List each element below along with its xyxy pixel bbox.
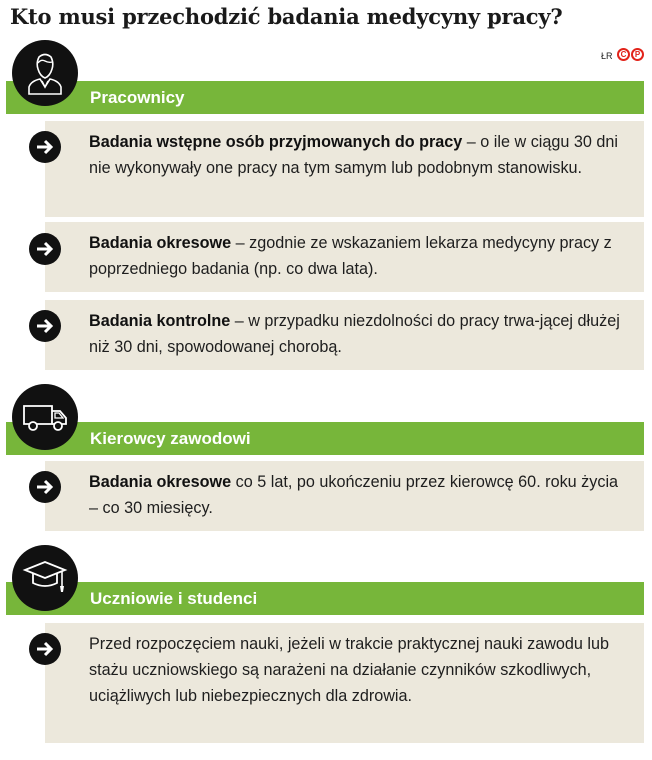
logo-p: P bbox=[631, 48, 644, 61]
card-text: – zgodnie ze wskazaniem lekarza medycyny pracy z poprzedniego badania (np. co dwa lata). bbox=[89, 234, 612, 278]
arrow-icon bbox=[29, 310, 61, 342]
card-text: co 5 lat, po ukończeniu przez kierowcę 60. roku życia – co 30 miesięcy. bbox=[89, 473, 619, 517]
section-band-students: Uczniowie i studenci bbox=[6, 582, 644, 615]
card-heading: Badania kontrolne bbox=[89, 312, 231, 330]
info-card-initial-exams bbox=[45, 121, 644, 217]
author-credit: ŁR bbox=[601, 51, 613, 61]
graduation-cap-icon bbox=[12, 545, 78, 611]
card-heading: Badania okresowe bbox=[89, 473, 232, 491]
arrow-icon bbox=[29, 471, 61, 503]
page-title: Kto musi przechodzić badania medycyny pracy? bbox=[10, 4, 563, 29]
van-icon bbox=[12, 384, 78, 450]
info-card-driver-exams bbox=[45, 461, 644, 531]
arrow-icon bbox=[29, 633, 61, 665]
cp-logo bbox=[617, 48, 644, 61]
worker-icon bbox=[12, 40, 78, 106]
info-card-control-exams bbox=[45, 300, 644, 370]
section-band-workers: Pracownicy bbox=[6, 81, 644, 114]
card-heading: Badania okresowe bbox=[89, 234, 232, 252]
card-text: – o ile w ciągu 30 dni nie wykonywały one pracy na tym samym lub podobnym stanowisku. bbox=[89, 133, 618, 177]
info-card-student-exams bbox=[45, 623, 644, 743]
arrow-icon bbox=[29, 233, 61, 265]
section-band-drivers: Kierowcy zawodowi bbox=[6, 422, 644, 455]
card-heading: Badania wstępne osób przyjmowanych do pracy bbox=[89, 133, 463, 151]
card-text: – w przypadku niezdolności do pracy trwa-jącej dłużej niż 30 dni, spowodowanej chorobą. bbox=[89, 312, 620, 356]
logo-c: C bbox=[617, 48, 630, 61]
info-card-periodic-exams bbox=[45, 222, 644, 292]
card-text: Przed rozpoczęciem nauki, jeżeli w trakcie praktycznej nauki zawodu lub stażu uczniowskiego są narażeni na działanie czynników szkodliwych, uciążliwych lub niebezpiecznych dla zdrowia. bbox=[89, 635, 610, 705]
arrow-icon bbox=[29, 131, 61, 163]
